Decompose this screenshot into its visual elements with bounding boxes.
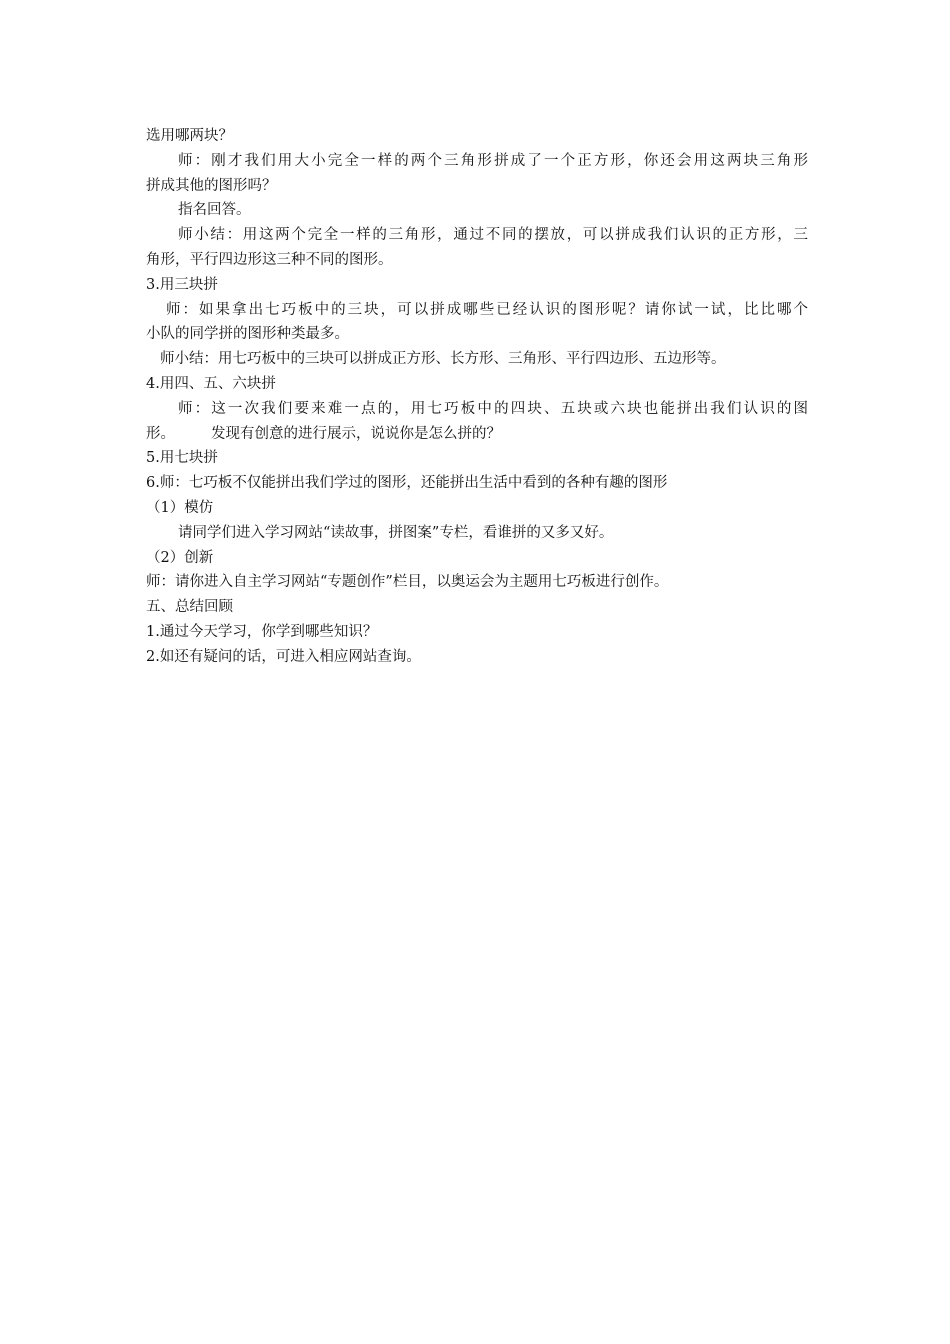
- section-heading: 五、总结回顾: [146, 599, 233, 616]
- section-heading: 4.用四、五、六块拼: [146, 375, 276, 392]
- text-line: 1.通过今天学习，你学到哪些知识？: [146, 623, 378, 640]
- text-line: 指名回答。: [178, 202, 251, 219]
- subsection-heading: （1）模仿: [146, 499, 214, 516]
- text-line: 师：这一次我们要来难一点的，用七巧板中的四块、五块或六块也能拼出我们认识的图: [178, 400, 808, 417]
- text-line: 师小结：用七巧板中的三块可以拼成正方形、长方形、三角形、平行四边形、五边形等。: [160, 351, 726, 368]
- section-heading: 3.用三块拼: [146, 276, 218, 293]
- text-line: 师小结：用这两个完全一样的三角形，通过不同的摆放，可以拼成我们认识的正方形，三: [178, 227, 808, 244]
- text-line: 请同学们进入学习网站“读故事，拼图案”专栏，看谁拼的又多又好。: [178, 524, 614, 541]
- text-line: 角形，平行四边形这三种不同的图形。: [146, 251, 393, 268]
- text-line: 6.师：七巧板不仅能拼出我们学过的图形，还能拼出生活中看到的各种有趣的图形: [146, 475, 668, 492]
- text-line: [146, 422, 808, 447]
- text-line: 小队的同学拼的图形种类最多。: [146, 326, 349, 343]
- section-heading: 5.用七块拼: [146, 450, 218, 467]
- text-line: 拼成其他的图形吗？: [146, 177, 277, 194]
- text-line: 师：如果拿出七巧板中的三块，可以拼成哪些已经认识的图形呢？请你试一试，比比哪个: [166, 301, 808, 318]
- text-line: 选用哪两块？: [146, 128, 233, 144]
- text-fragment: 形。: [146, 425, 175, 442]
- text-line: 师：刚才我们用大小完全一样的两个三角形拼成了一个正方形，你还会用这两块三角形: [178, 152, 808, 169]
- text-line: 师：请你进入自主学习网站“专题创作”栏目，以奥运会为主题用七巧板进行创作。: [146, 574, 669, 591]
- text-fragment: 发现有创意的进行展示，说说你是怎么拼的？: [211, 425, 501, 442]
- subsection-heading: （2）创新: [146, 549, 214, 566]
- text-line: 2.如还有疑问的话，可进入相应网站查询。: [146, 648, 421, 665]
- document-body: [146, 124, 808, 670]
